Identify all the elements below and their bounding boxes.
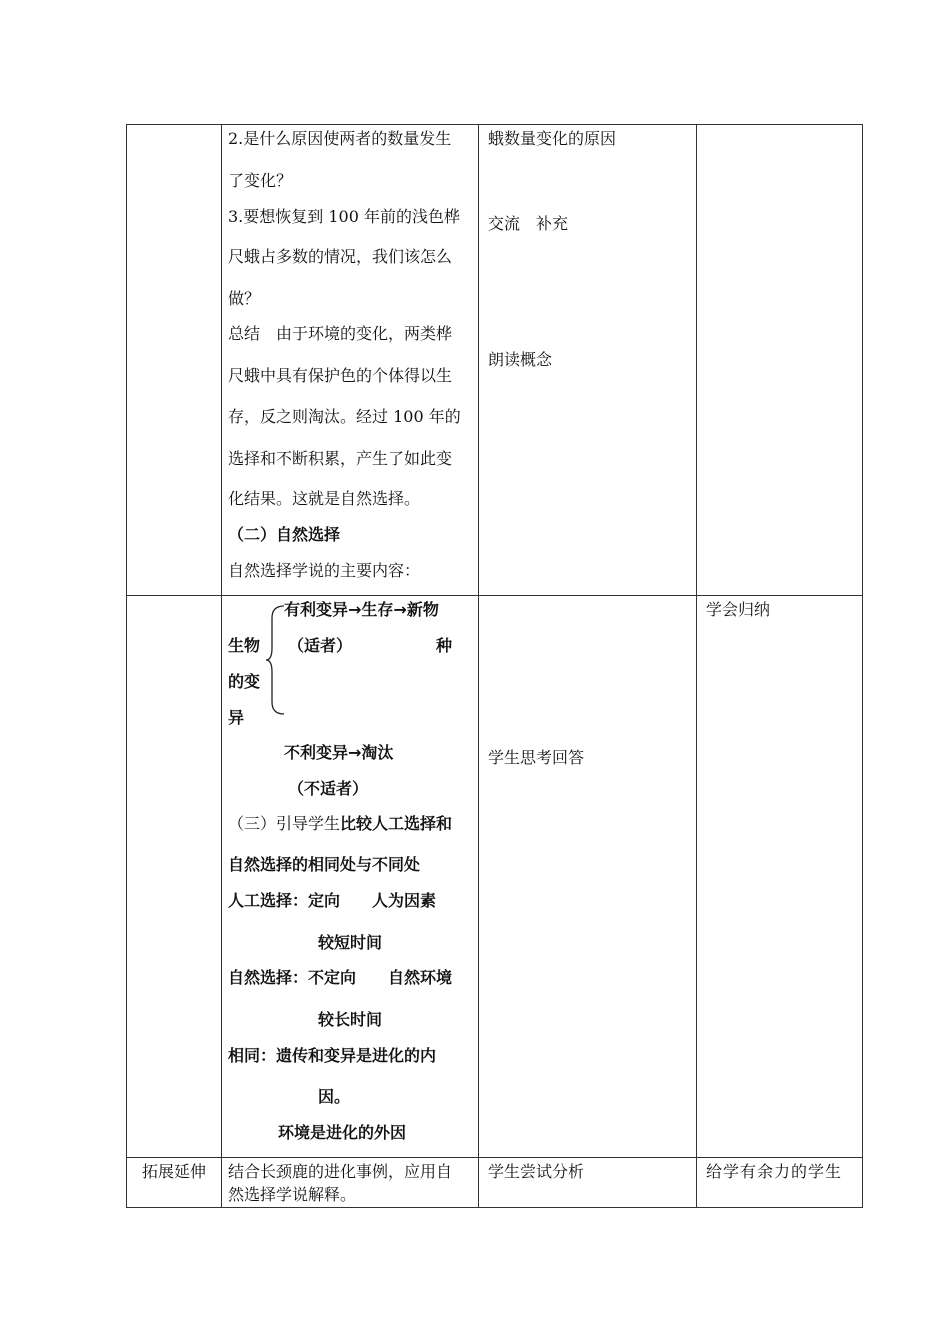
same-line-2: 因。: [318, 1087, 351, 1106]
natural-time: 较长时间: [318, 1010, 383, 1029]
summary-line-2: 尺蛾中具有保护色的个体得以生: [228, 366, 453, 385]
natural-selection: 自然选择：不定向 自然环境: [228, 968, 453, 987]
stage-label: 拓展延伸: [142, 1162, 207, 1181]
question-3-line-1: 3.要想恢复到 100 年前的浅色桦: [228, 207, 460, 226]
student-activity: 学生尝试分析: [488, 1162, 585, 1181]
guide-line-2: 自然选择的相同处与不同处: [228, 855, 421, 874]
stage-cell: [127, 596, 222, 1158]
guide-line-1: [228, 814, 452, 834]
same-line-3: 环境是进化的外因: [278, 1123, 407, 1142]
teaching-content-cell: [222, 596, 479, 1158]
summary-line-1: 总结 由于环境的变化，两类桦: [228, 324, 453, 343]
teaching-content-cell: [222, 1158, 479, 1208]
student-activity-cell: [479, 596, 697, 1158]
extension-line-1: 结合长颈鹿的进化事例，应用自: [228, 1162, 453, 1181]
variation-label-b: 异: [228, 708, 245, 727]
question-3-line-2: 尺蛾占多数的情况，我们该怎么: [228, 247, 453, 266]
artificial-time: 较短时间: [318, 933, 383, 952]
lesson-plan-table: [126, 124, 863, 1208]
stage-cell: [127, 125, 222, 596]
same-line-1: 相同：遗传和变异是进化的内: [228, 1046, 437, 1065]
species-char: 种: [436, 636, 453, 655]
design-intent-cell: [697, 1158, 863, 1208]
question-2-line-2: 了变化？: [228, 171, 293, 190]
favorable-variation: 有利变异→生存→新物: [284, 600, 439, 619]
summary-line-3: 存，反之则淘汰。经过 100 年的: [228, 407, 461, 426]
design-intent: 给学有余力的学生: [706, 1162, 843, 1181]
design-intent-cell: [697, 125, 863, 596]
student-activity-line-1: 蛾数量变化的原因: [488, 129, 617, 148]
table-row: [127, 596, 863, 1158]
guide-bold: 比较人工选择和: [340, 814, 453, 833]
design-intent-cell: [697, 596, 863, 1158]
student-activity: 学生思考回答: [488, 748, 585, 767]
table-row: [127, 1158, 863, 1208]
summary-line-4: 选择和不断积累，产生了如此变: [228, 449, 453, 468]
design-intent: 学会归纳: [706, 600, 771, 619]
extension-line-2: 然选择学说解释。: [228, 1185, 357, 1204]
teaching-content-cell: [222, 125, 479, 596]
student-activity-cell: [479, 1158, 697, 1208]
unfavorable-variation: 不利变异→淘汰: [284, 743, 394, 762]
student-activity-line-2: 交流 补充: [488, 214, 569, 233]
brace-icon: [264, 604, 288, 716]
fit-label: （适者）: [288, 636, 353, 655]
student-activity-cell: [479, 125, 697, 596]
student-activity-line-3: 朗读概念: [488, 350, 553, 369]
section-2-intro: 自然选择学说的主要内容：: [228, 561, 421, 580]
organism-label: 生物: [228, 636, 261, 655]
table-row: [127, 125, 863, 596]
question-2-line-1: 2.是什么原因使两者的数量发生: [228, 129, 452, 148]
question-3-line-3: 做？: [228, 289, 261, 308]
unfit-label: （不适者）: [288, 779, 369, 798]
stage-cell: [127, 1158, 222, 1208]
guide-prefix: （三）引导学生: [228, 814, 341, 833]
artificial-selection: 人工选择：定向 人为因素: [228, 891, 437, 910]
summary-line-5: 化结果。这就是自然选择。: [228, 489, 421, 508]
section-2-heading: （二）自然选择: [228, 525, 341, 544]
variation-label-a: 的变: [228, 672, 261, 691]
